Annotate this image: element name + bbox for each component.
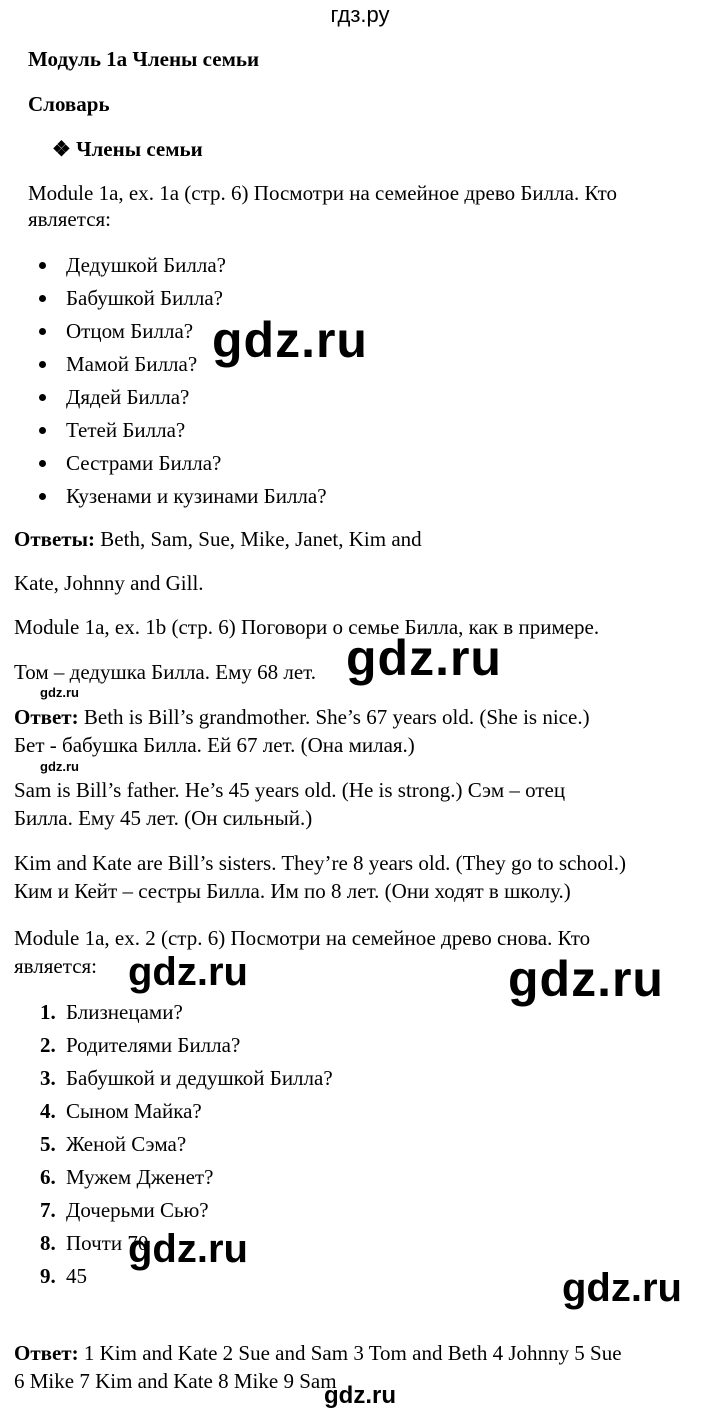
list-item-text: Мужем Дженет? xyxy=(66,1165,214,1189)
answer-text: Beth, Sam, Sue, Mike, Janet, Kim and xyxy=(95,527,422,551)
item-number: 4. xyxy=(40,1099,56,1123)
ex1a-prompt-line2: является: xyxy=(28,207,112,231)
bullet-icon xyxy=(39,295,46,302)
ex1a-prompt-line1: Module 1a, ex. 1a (стр. 6) Посмотри на семейное древо Билла. Кто xyxy=(28,181,618,205)
ex1b-example: Том – дедушка Билла. Ему 68 лет. xyxy=(14,660,317,684)
footer-watermark: gdz.ru xyxy=(324,1382,396,1409)
item-number: 1. xyxy=(40,1000,56,1024)
bullet-icon xyxy=(39,493,46,500)
list-item-text: Тетей Билла? xyxy=(66,418,186,442)
bullet-icon xyxy=(39,427,46,434)
answer-label: Ответ: xyxy=(14,1341,79,1365)
item-number: 2. xyxy=(40,1033,56,1057)
ex2-answer-line2: 6 Mike 7 Kim and Kate 8 Mike 9 Sam xyxy=(14,1369,337,1393)
ex1b-answer-line5: Kim and Kate are Bill’s sisters. They’re 8 years old. (They go to school.) xyxy=(14,851,626,875)
answer-text: 1 Kim and Kate 2 Sue and Sam 3 Tom and Beth 4 Johnny 5 Sue xyxy=(78,1341,622,1365)
ex1b-prompt: Module 1a, ex. 1b (стр. 6) Поговори о семье Билла, как в примере. xyxy=(14,615,600,639)
ex2-prompt-line2: является: xyxy=(14,954,98,978)
list-item-text: Женой Сэма? xyxy=(66,1132,187,1156)
list-item-text: Бабушкой и дедушкой Билла? xyxy=(66,1066,333,1090)
ex2-answer-line1 xyxy=(14,1340,622,1366)
watermark: gdz.ru xyxy=(212,312,368,368)
item-number: 9. xyxy=(40,1264,56,1288)
list-item-text: Отцом Билла? xyxy=(66,319,194,343)
list-item-text: Дядей Билла? xyxy=(66,385,190,409)
watermark: gdz.ru xyxy=(40,759,79,774)
ex1a-answer-line1 xyxy=(14,526,422,552)
item-number: 7. xyxy=(40,1198,56,1222)
topic-label: Члены семьи xyxy=(76,137,203,161)
bullet-icon xyxy=(39,262,46,269)
item-number: 3. xyxy=(40,1066,56,1090)
answer-label: Ответы: xyxy=(14,527,96,551)
list-item-text: 45 xyxy=(66,1264,87,1288)
list-item-text: Сыном Майка? xyxy=(66,1099,202,1123)
bullet-icon xyxy=(39,328,46,335)
site-header: гдз.ру xyxy=(330,2,390,27)
answer-label: Ответ: xyxy=(14,705,79,729)
bullet-icon xyxy=(39,460,46,467)
bullet-icon xyxy=(39,361,46,368)
page-title: Модуль 1a Члены семьи xyxy=(28,47,260,71)
list-item-text: Почти 70 xyxy=(66,1231,149,1255)
watermark: gdz.ru xyxy=(508,951,664,1007)
answer-text: Beth is Bill’s grandmother. She’s 67 years old. (She is nice.) xyxy=(78,705,590,729)
watermark: gdz.ru xyxy=(346,630,502,686)
watermark: gdz.ru xyxy=(562,1266,682,1310)
watermark: gdz.ru xyxy=(128,1227,248,1271)
list-item-text: Сестрами Билла? xyxy=(66,451,222,475)
ex1b-answer-line4: Билла. Ему 45 лет. (Он сильный.) xyxy=(14,806,313,830)
list-item-text: Кузенами и кузинами Билла? xyxy=(66,484,327,508)
item-number: 8. xyxy=(40,1231,56,1255)
ex1b-answer-line1 xyxy=(14,704,590,730)
list-item-text: Близнецами? xyxy=(66,1000,183,1024)
ex1b-answer-line2: Бет - бабушка Билла. Ей 67 лет. (Она милая.) xyxy=(14,733,415,757)
ex1a-answer-line2: Kate, Johnny and Gill. xyxy=(14,571,204,595)
vocab-heading: Словарь xyxy=(28,92,110,116)
ex2-prompt-line1: Module 1a, ex. 2 (стр. 6) Посмотри на семейное древо снова. Кто xyxy=(14,926,591,950)
list-item-text: Родителями Билла? xyxy=(66,1033,241,1057)
list-item-text: Дедушкой Билла? xyxy=(66,253,227,277)
item-number: 5. xyxy=(40,1132,56,1156)
list-item-text: Дочерьми Сью? xyxy=(66,1198,209,1222)
bullet-icon xyxy=(39,394,46,401)
watermark: gdz.ru xyxy=(128,950,248,994)
item-number: 6. xyxy=(40,1165,56,1189)
ex1b-answer-line3: Sam is Bill’s father. He’s 45 years old. (He is strong.) Сэм – отец xyxy=(14,778,566,802)
watermark: gdz.ru xyxy=(40,685,79,700)
list-item-text: Бабушкой Билла? xyxy=(66,286,223,310)
ex1b-answer-line6: Ким и Кейт – сестры Билла. Им по 8 лет. (Они ходят в школу.) xyxy=(14,879,571,903)
topic-heading xyxy=(52,136,203,162)
list-item-text: Мамой Билла? xyxy=(66,352,198,376)
diamond-bullet-icon: ❖ xyxy=(52,137,71,161)
